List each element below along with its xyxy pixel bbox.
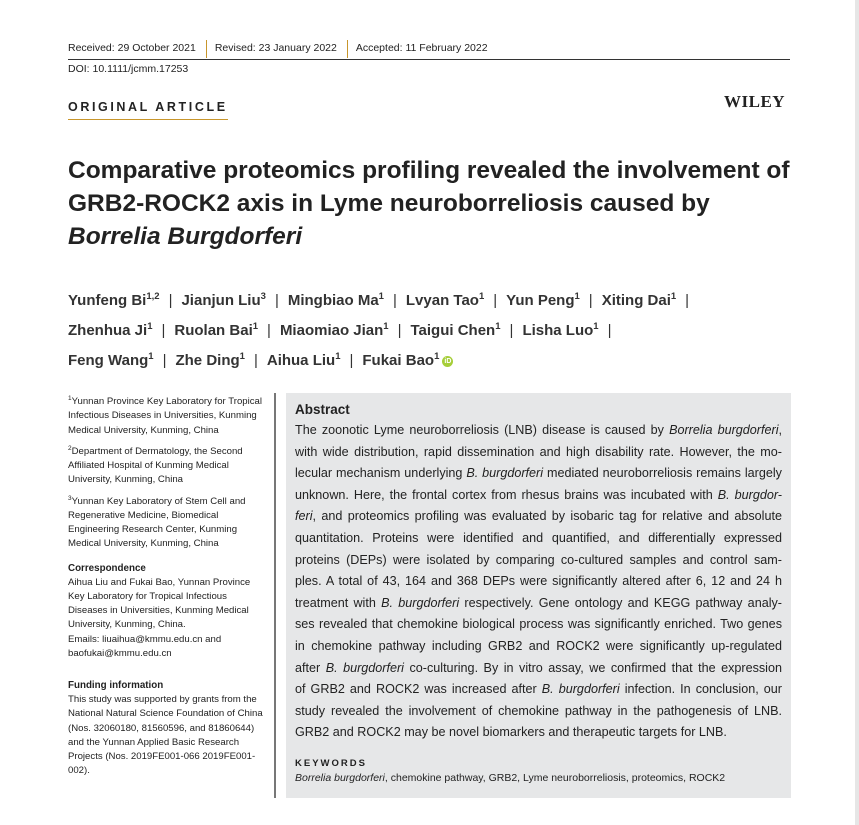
abstract-heading: Abstract: [295, 402, 350, 417]
author[interactable]: Yunfeng Bi$^{1,2}$: [68, 291, 160, 309]
author-affiliation: 1: [147, 321, 153, 332]
author[interactable]: Ruolan Bai$^1$: [174, 321, 259, 339]
title-italic: Borrelia Burgdorferi: [68, 223, 303, 250]
orcid-icon[interactable]: iD: [444, 357, 452, 365]
author[interactable]: Zhe Ding$^1$: [175, 351, 245, 369]
affiliation: [68, 442, 268, 488]
aff-text: Yunnan Key Laboratory of Stem Cell and Regenerative Medicine, Biomedical Engineering Research Center, Kunming Medical University, Kunming, China: [68, 495, 246, 550]
author[interactable]: Zhenhua Ji$^1$: [68, 321, 153, 339]
correspondence-text: Aihua Liu and Fukai Bao, Yunnan Province Key Laboratory for Tropical Infectious Diseases in Universities, Kunming Medical University, Kunming, China.: [68, 576, 251, 631]
received-date: Received: 29 October 2021: [68, 40, 207, 58]
abstract-line: unknown. Here, the frontal cortex from rhesus brains was incubated with B. burgdor-: [295, 487, 782, 502]
author-separator: |: [162, 352, 167, 369]
author[interactable]: Aihua Liu$^1$: [266, 351, 341, 369]
author-affiliation: 3: [260, 291, 266, 302]
author[interactable]: Yun Peng$^1$: [506, 291, 580, 309]
correspondence-heading: Correspondence: [68, 562, 146, 574]
page-edge: [855, 0, 859, 825]
author[interactable]: Jianjun Liu$^3$: [181, 291, 266, 309]
affiliation: [68, 392, 268, 438]
affiliation: [68, 492, 268, 552]
author-affiliation: 1: [574, 291, 580, 302]
author-separator: |: [493, 292, 498, 309]
author-separator: |: [349, 352, 354, 369]
author[interactable]: Feng Wang$^1$: [68, 351, 154, 369]
keyword-italic: Borrelia burgdorferi: [295, 771, 385, 784]
author-affiliation: 1: [378, 291, 384, 302]
abstract-line: The zoonotic Lyme neuroborreliosis (LNB) disease is caused by Borrelia burgdorferi,: [295, 423, 782, 437]
abstract-line: in chemokine pathway including GRB2 and ROCK2 were significantly up-regulated: [295, 638, 782, 653]
author-separator: |: [392, 292, 397, 309]
article-title: [68, 154, 798, 253]
abstract-line: proteins (DEPs) were isolated by comparing co-cultured samples and control sam-: [295, 552, 782, 567]
author-affiliation: 1: [383, 321, 389, 332]
keywords: [295, 772, 782, 784]
author-separator: |: [685, 292, 690, 309]
author[interactable]: Taigui Chen$^1$: [410, 321, 501, 339]
abstract-line: treatment with B. burgdorferi respectively. Gene ontology and KEGG pathway analy-: [295, 595, 782, 610]
author-affiliation: 1: [252, 321, 259, 332]
author-separator: |: [161, 322, 166, 339]
abstract-line: with wide distribution, rapid dissemination and high disability rate. However, the mo-: [295, 444, 782, 459]
abstract-box: [286, 393, 791, 798]
aff-num: 2: [68, 444, 72, 452]
author-list: [68, 284, 798, 374]
author-separator: |: [267, 322, 271, 339]
abstract-line: quantitation. Proteins were identified and quantified, and differentially expressed: [295, 530, 782, 545]
aff-num: 1: [68, 395, 72, 402]
column-divider: [274, 393, 276, 798]
author[interactable]: Miaomiao Jian$^1$: [279, 321, 389, 339]
abstract-line: of GRB2 and ROCK2 was increased after B. burgdorferi infection. In conclusion, our: [295, 682, 782, 697]
abstract-line: ses revealed that chemokine biological process was significantly enriched. Two genes: [295, 617, 782, 632]
author-affiliation: 1: [434, 351, 440, 362]
author[interactable]: Mingbiao Ma$^1$: [287, 291, 384, 309]
abstract-line: GRB2 and ROCK2 may be novel biomarkers and therapeutic targets for LNB.: [295, 725, 727, 740]
dates-bar: [68, 40, 790, 60]
abstract-line: feri, and proteomics profiling was evaluated by isobaric tag for relative and absolute: [295, 509, 782, 524]
author-separator: |: [607, 322, 612, 339]
abstract-line: study revealed the involvement of chemokine pathway in the pathogenesis of LNB.: [295, 703, 782, 718]
accepted-date: Accepted: 11 February 2022: [355, 42, 488, 54]
keywords-heading: KEYWORDS: [295, 757, 367, 769]
author-affiliation: 1: [593, 321, 599, 332]
author-affiliation: 1: [239, 351, 245, 362]
author-separator: |: [397, 322, 402, 339]
keywords-rest: , chemokine pathway, GRB2, Lyme neuroborreliosis, proteomics, ROCK2: [384, 771, 726, 784]
author-affiliation: 1: [148, 351, 154, 362]
author[interactable]: Lisha Luo$^1$: [522, 321, 599, 339]
abstract-line: lecular mechanism underlying B. burgdorferi mediated neuroborreliosis remains largely: [295, 466, 782, 481]
abstract-line: after B. burgdorferi co-culturing. By in vitro assay, we confirmed that the expression: [295, 660, 782, 675]
funding-heading: Funding information: [68, 680, 164, 692]
author-affiliation: 1: [495, 321, 501, 332]
correspondence-emails[interactable]: Emails: liuaihua@kmmu.edu.cn and baofukai@kmmu.edu.cn: [68, 633, 222, 659]
author[interactable]: Lvyan Tao$^1$: [405, 291, 485, 309]
abstract-text: [295, 420, 782, 744]
author[interactable]: Xiting Dai$^1$: [601, 291, 677, 309]
author[interactable]: Fukai Bao$^1$ iD: [362, 351, 452, 369]
author-separator: |: [253, 352, 258, 369]
article-type: ORIGINAL ARTICLE: [68, 100, 228, 120]
author-affiliation: 1: [670, 291, 677, 302]
title-text: Comparative proteomics profiling revealed the involvement of GRB2-ROCK2 axis in Lyme neuroborreliosis caused by: [68, 157, 790, 217]
author-separator: |: [509, 322, 514, 339]
abstract-line: ples. A total of 43, 164 and 368 DEPs were significantly altered after 6, 12 and 24 h: [295, 574, 782, 589]
sidebar: [68, 392, 268, 778]
aff-text: Department of Dermatology, the Second Affiliated Hospital of Kunming Medical University, Kunming, China: [68, 445, 243, 486]
revised-date: Revised: 23 January 2022: [215, 40, 348, 58]
funding-text: This study was supported by grants from the National Natural Science Foundation of China (Nos. 32060180, 81560596, and 81860644) and the Yunnan Applied Basic Research Projects (Nos. 2019FE001-066 2019FE001-002).: [68, 694, 263, 777]
aff-num: 3: [68, 494, 72, 502]
author-affiliation: 1: [478, 291, 485, 302]
publisher-logo: WILEY: [724, 92, 786, 111]
author-affiliation: 1,2: [146, 291, 160, 302]
author-separator: |: [588, 292, 593, 309]
aff-text: Yunnan Province Key Laboratory for Tropical Infectious Diseases in Universities, Kunming Medical University, Kunming, China: [68, 396, 263, 436]
author-affiliation: 1: [335, 351, 341, 362]
author-separator: |: [168, 292, 173, 309]
doi[interactable]: DOI: 10.1111/jcmm.17253: [68, 63, 189, 75]
author-separator: |: [274, 292, 279, 309]
